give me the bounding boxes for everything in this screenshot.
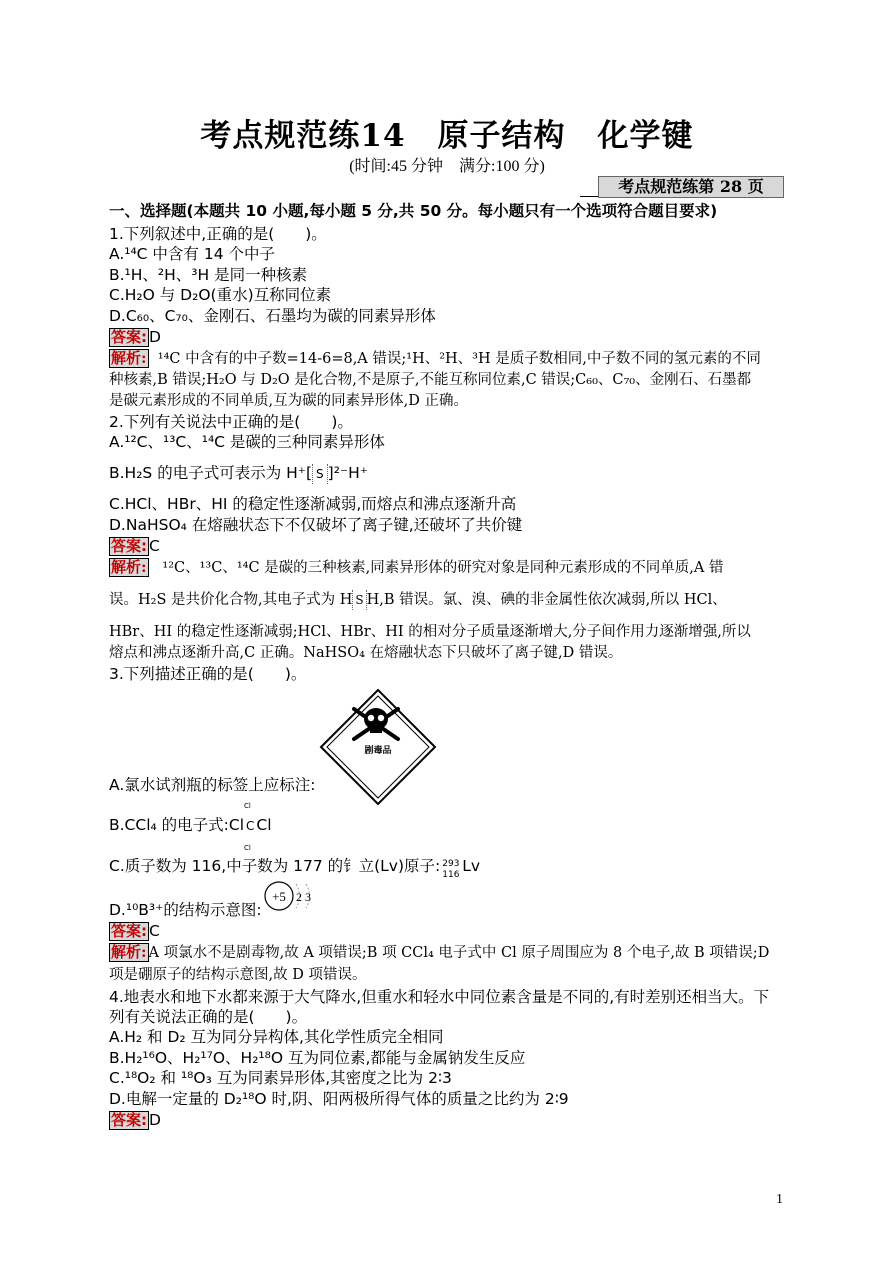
q2-option-d: D.NaHSO₄ 在熔融状态下不仅破坏了离子键,还破坏了共价键	[109, 516, 523, 534]
q3-option-a: A.氯水试剂瓶的标签上应标注:	[109, 776, 316, 794]
q3-stem: 3.下列描述正确的是( )。	[109, 665, 307, 683]
b3-structure-diagram	[263, 880, 323, 914]
q1-option-d: D.C₆₀、C₇₀、金刚石、石墨均为碳的同素异形体	[109, 307, 436, 325]
q2-answer	[109, 536, 160, 556]
q2-exp2-prefix: 误。H₂S 是共价化合物,其电子式为 H	[109, 592, 353, 608]
q1-explanation-line-3: 是碳元素形成的不同单质,互为碳的同素异形体,D 正确。	[109, 393, 468, 409]
q3-explanation-line-1	[109, 943, 769, 963]
section-heading-text: 一、选择题(本题共 10 小题,每小题 5 分,共 50 分。每小题只有一个选项符合题目要求)	[109, 202, 718, 220]
q2-exp2-suffix: H,B 错误。氯、溴、碘的非金属性依次减弱,所以 HCl、	[366, 592, 727, 608]
lv-nuclide	[440, 856, 462, 880]
shell-electrons: 2 3	[296, 890, 311, 904]
q4-option-a: A.H₂ 和 D₂ 互为同分异构体,其化学性质完全相同	[109, 1028, 444, 1046]
toxic-hazard-diamond	[318, 687, 438, 807]
answer-label: 答案:	[111, 1111, 147, 1129]
q2-b-suffix: ]²⁻H⁺	[327, 464, 368, 482]
q1-explanation-line-2: 种核素,B 错误;H₂O 与 D₂O 是化合物,不是原子,不能互称同位素,C 错误;C₆₀、C₇₀、金刚石、石墨都	[109, 372, 752, 388]
q3-b-prefix: B.CCl₄ 的电子式:Cl	[109, 816, 245, 834]
q4-stem-line-2: 列有关说法正确的是( )。	[109, 1008, 308, 1026]
q2-explanation-line-3: HBr、HI 的稳定性逐渐减弱;HCl、HBr、HI 的相对分子质量逐渐增大,分子间作用力逐渐增强,所以	[109, 624, 751, 640]
q4-answer	[109, 1110, 161, 1130]
q3-answer	[109, 921, 160, 941]
q2-explanation-line-2	[109, 590, 727, 610]
q3-answer-value: C	[149, 922, 160, 940]
explanation-label: 解析:	[111, 558, 147, 576]
q2-b-prefix: B.H₂S 的电子式可表示为 H⁺[	[109, 464, 313, 482]
page-ref-box: 考点规范练第 28 页	[598, 176, 784, 198]
nucleus-charge: +5	[272, 889, 286, 904]
q3-option-c	[109, 856, 481, 880]
ccl4-center	[244, 802, 256, 852]
answer-label: 答案:	[111, 328, 147, 346]
q2-answer-value: C	[149, 537, 160, 555]
q2-b-s: S	[316, 467, 324, 481]
lv-symbol: Lv	[462, 857, 481, 875]
lv-mass-number: 293	[442, 859, 460, 869]
q4-answer-value: D	[149, 1111, 161, 1129]
explanation-label: 解析:	[111, 943, 147, 961]
q3-exp-text-1: A 项氯水不是剧毒物,故 A 项错误;B 项 CCl₄ 电子式中 Cl 原子周围应为 8 个电子,故 B 项错误;D	[148, 945, 770, 961]
q1-exp-text-1: ¹⁴C 中含有的中子数=14-6=8,A 错误;¹H、²H、³H 是质子数相同,中子数不同的氢元素的不同	[157, 351, 761, 367]
q3-c-prefix: C.质子数为 116,中子数为 177 的钅立(Lv)原子:	[109, 857, 441, 875]
q2-option-c: C.HCl、HBr、HI 的稳定性逐渐减弱,而熔点和沸点逐渐升高	[109, 495, 517, 513]
q1-option-a: A.¹⁴C 中含有 14 个中子	[109, 245, 276, 263]
page-subtitle: (时间:45 分钟 满分:100 分)	[349, 158, 545, 175]
q1-answer	[109, 327, 161, 347]
q1-answer-value: D	[149, 328, 161, 346]
q2-exp-text-1: ¹²C、¹³C、¹⁴C 是碳的三种核素,同素异形体的研究对象是同种元素形成的不同单质,A 错	[162, 560, 724, 576]
q4-option-c: C.¹⁸O₂ 和 ¹⁸O₃ 互为同素异形体,其密度之比为 2∶3	[109, 1069, 452, 1087]
q2-option-b	[109, 463, 368, 484]
q4-option-b: B.H₂¹⁶O、H₂¹⁷O、H₂¹⁸O 互为同位素,都能与金属钠发生反应	[109, 1049, 526, 1067]
ccl4-carbon: C	[246, 819, 255, 833]
answer-label: 答案:	[111, 922, 147, 940]
q1-stem: 1.下列叙述中,正确的是( )。	[109, 225, 327, 243]
q1-explanation-line-1	[109, 349, 761, 369]
q3-b-suffix: Cl	[256, 816, 272, 834]
q3-option-d	[109, 900, 262, 920]
ccl4-top-cl: Cl	[244, 802, 251, 810]
hazard-label: 剧毒品	[364, 746, 392, 756]
q4-stem-line-1: 4.地表水和地下水都来源于大气降水,但重水和轻水中同位素含量是不同的,有时差别还相当大。下	[109, 988, 770, 1006]
ccl4-bottom-cl: Cl	[244, 844, 251, 852]
page-title: 考点规范练14 原子结构 化学键	[200, 118, 694, 154]
q3-option-b	[109, 802, 272, 852]
section-heading	[109, 201, 717, 221]
explanation-label: 解析:	[111, 349, 147, 367]
page-ref-underline	[580, 196, 600, 197]
q2-option-a: A.¹²C、¹³C、¹⁴C 是碳的三种同素异形体	[109, 433, 385, 451]
q4-option-d: D.电解一定量的 D₂¹⁸O 时,阴、阳两极所得气体的质量之比约为 2∶9	[109, 1090, 569, 1108]
q1-option-b: B.¹H、²H、³H 是同一种核素	[109, 266, 308, 284]
lv-atomic-number: 116	[442, 870, 460, 880]
q3-explanation-line-2: 项是硼原子的结构示意图,故 D 项错误。	[109, 967, 367, 983]
q2-stem: 2.下列有关说法中正确的是( )。	[109, 413, 353, 431]
electron-dot-s2: S	[352, 590, 366, 610]
answer-label: 答案:	[111, 537, 147, 555]
q2-explanation-line-4: 熔点和沸点逐渐升高,C 正确。NaHSO₄ 在熔融状态下只破坏了离子键,D 错误。	[109, 645, 623, 661]
electron-dot-s	[312, 464, 328, 484]
page-number: 1	[776, 1192, 783, 1207]
q2-explanation-line-1	[109, 558, 723, 578]
q1-option-c: C.H₂O 与 D₂O(重水)互称同位素	[109, 286, 332, 304]
q3-d-prefix: D.¹⁰B³⁺的结构示意图:	[109, 901, 262, 919]
